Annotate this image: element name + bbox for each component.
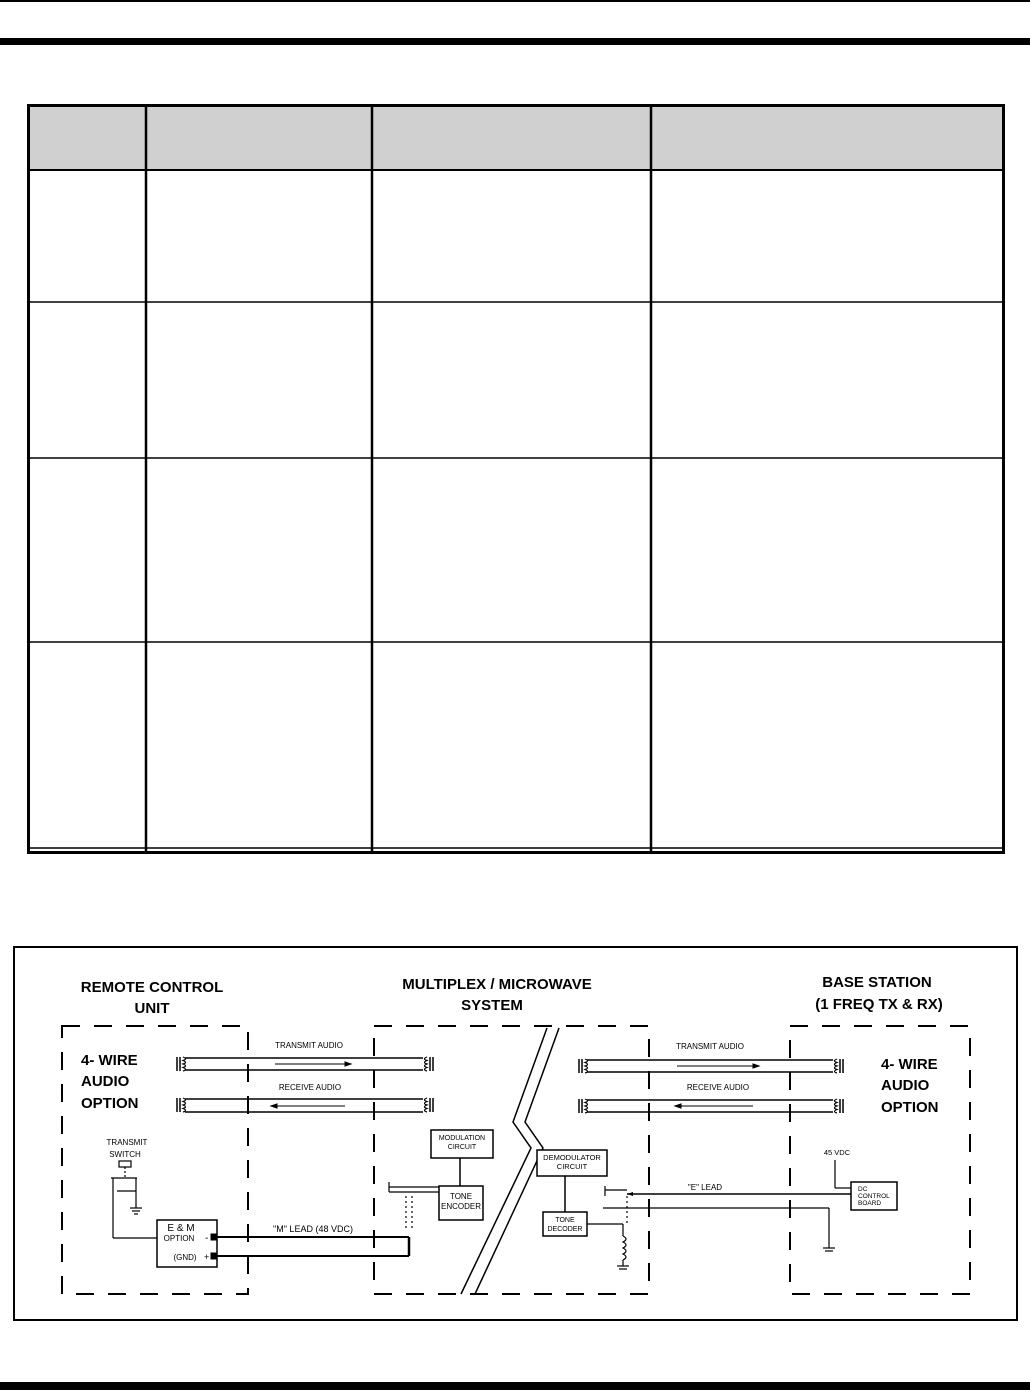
switch-icon <box>111 1161 157 1238</box>
transformer-icon <box>835 1059 844 1073</box>
m-lead-wires <box>211 1234 409 1259</box>
dc-control-board-label-1: DC <box>858 1186 868 1193</box>
tone-encoder-label-2: ENCODER <box>440 1202 482 1211</box>
left-option-3: OPTION <box>81 1095 139 1112</box>
right-option-1: 4- WIRE <box>881 1056 938 1073</box>
table-row-dividers <box>29 170 1003 848</box>
left-option-1: 4- WIRE <box>81 1052 138 1069</box>
base-title-1: BASE STATION <box>822 974 932 991</box>
tone-decoder-label-1: TONE <box>555 1217 575 1224</box>
data-table <box>27 104 1005 854</box>
transformer-icon <box>579 1059 588 1073</box>
em-plus-label: + <box>204 1252 210 1262</box>
modulation-circuit-label-1: MODULATION <box>438 1135 486 1142</box>
left-option-2: AUDIO <box>81 1073 130 1090</box>
multiplex-title-1: MULTIPLEX / MICROWAVE <box>402 976 592 993</box>
left-receive-audio-label: RECEIVE AUDIO <box>278 1083 342 1092</box>
multiplex-title-2: SYSTEM <box>461 997 523 1014</box>
bottom-thick-rule <box>0 1382 1030 1390</box>
transformer-icon <box>425 1057 434 1071</box>
em-option-label-3: (GND) <box>173 1253 197 1262</box>
remote-title-1: REMOTE CONTROL <box>80 979 224 996</box>
encoder-contacts <box>389 1182 439 1231</box>
em-minus-label: - <box>205 1233 209 1244</box>
left-transmit-audio-label: TRANSMIT AUDIO <box>275 1041 343 1050</box>
dc-control-board-label-3: BOARD <box>858 1200 882 1207</box>
arrow-icon <box>627 1192 633 1196</box>
dc-control-board-label-2: CONTROL <box>858 1193 890 1200</box>
em-option-label-1: E & M <box>167 1223 195 1234</box>
demodulator-circuit-label-2: CIRCUIT <box>556 1162 588 1171</box>
right-option-3: OPTION <box>881 1099 939 1116</box>
tone-decoder-label-2: DECODER <box>547 1226 583 1233</box>
transformer-icon <box>835 1099 844 1113</box>
table-column-dividers <box>146 106 651 852</box>
right-transmit-audio-label: TRANSMIT AUDIO <box>676 1042 744 1051</box>
top-thick-rule <box>0 38 1030 45</box>
demodulator-circuit-label-1: DEMODULATOR <box>543 1153 601 1162</box>
base-title-2: (1 FREQ TX & RX) <box>815 996 943 1013</box>
right-receive-audio-label: RECEIVE AUDIO <box>686 1083 750 1092</box>
e-lead-label: "E" LEAD <box>687 1183 723 1192</box>
top-thin-rule <box>0 0 1030 2</box>
transformer-icon <box>177 1098 186 1112</box>
vdc-45-label: 45 VDC <box>823 1148 851 1157</box>
modulation-circuit-label-2: CIRCUIT <box>447 1144 477 1151</box>
transmit-switch-label-2: SWITCH <box>109 1150 141 1159</box>
decoder-wiring <box>587 1186 835 1269</box>
transformer-icon <box>425 1098 434 1112</box>
right-option-2: AUDIO <box>881 1077 930 1094</box>
remote-title-2: UNIT <box>134 1000 170 1017</box>
em-option-label-2: OPTION <box>163 1234 195 1243</box>
tone-encoder-label-1: TONE <box>449 1192 473 1201</box>
transformer-icon <box>177 1057 186 1071</box>
table-outer-border <box>29 106 1004 853</box>
transmit-switch-label-1: TRANSMIT <box>106 1138 148 1147</box>
table-header-row <box>29 106 1003 170</box>
block-diagram <box>13 946 1018 1321</box>
m-lead-label: "M" LEAD (48 VDC) <box>273 1224 353 1234</box>
transformer-icon <box>579 1099 588 1113</box>
